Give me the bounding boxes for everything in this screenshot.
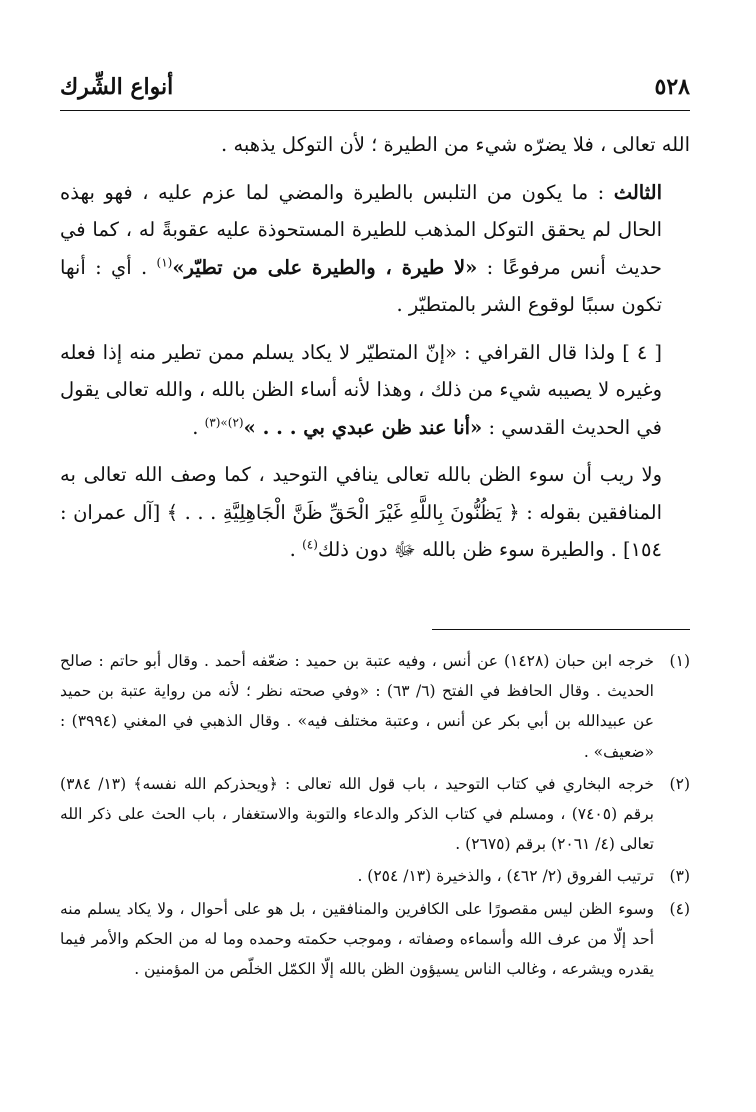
hadith-quote-anas: «لا طيرة ، والطيرة على من تطيّر» xyxy=(172,255,478,279)
footnote-number: (٣) xyxy=(669,867,690,886)
footnote-text: خرجه ابن حبان (١٤٢٨) عن أنس ، وفيه عتبة بن حميد : ضعّفه أحمد . وقال أبو حاتم : صالح الحديث . وقال الحافظ في الفتح (٦/ ٦٣) : «وفي صحته نظر ؛ لأنه من رواية عتبة بن حميد عن عبيدالله بن أبي بكر عن أنس ، وعتبة مختلف فيه» . وقال الذهبي في المغني (٣٩٩٤) : «ضعيف» . xyxy=(60,652,654,761)
footnote-ref-2-3: (٢)»(٣) xyxy=(204,415,244,429)
footnote-text: وسوء الظن ليس مقصورًا على الكافرين والمنافقين ، بل هو على أحوال ، ولا يكاد يسلم منه أحد إلّا من عرف الله وأسماءه وصفاته ، وموجب حكمته وحمده وما له من الحكم والأمر فيما يقدره ويشرعه ، وغالب الناس يسيؤون الظن بالله إلّا الكمّل الخلّص من المؤمنين . xyxy=(60,899,654,979)
third-point-label: الثالث xyxy=(613,180,662,204)
page-number: ٥٢٨ xyxy=(654,74,690,100)
footnote-3 xyxy=(60,861,690,891)
paragraph-4-tail: . xyxy=(289,538,303,561)
paragraph-2-text: : ما يكون من التلبس بالطيرة والمضي لما عزم عليه ، فهو بهذه الحال لم يحقق التوكل المذهب للطيرة المستحوذة عليه عقوبةً له ، كما في حديث أنس مرفوعًا : xyxy=(60,180,662,279)
footnote-number: (٢) xyxy=(669,774,690,793)
footnote-number: (٤) xyxy=(669,899,690,918)
footnote-text: خرجه البخاري في كتاب التوحيد ، باب قول الله تعالى : ﴿ويحذركم الله نفسه﴾ (١٣/ ٣٨٤) برقم (٧٤٠٥) ، ومسلم في كتاب الذكر والدعاء والتوبة والاستغفار ، باب الحث على ذكر الله تعالى (٤/ ٢٠٦١) برقم (٢٦٧٥) . xyxy=(60,774,654,854)
hadith-quote-qudsi: «أنا عند ظن عبدي بي . . . » xyxy=(243,415,483,439)
footnote-text: ترتيب الفروق (٢/ ٤٦٢) ، والذخيرة (١٣/ ٢٥٤) . xyxy=(357,867,654,886)
running-title: أنواع الشِّرك xyxy=(60,74,174,100)
footnote-2 xyxy=(60,769,690,860)
paragraph-2 xyxy=(60,174,690,324)
main-text xyxy=(60,126,690,569)
paragraph-1 xyxy=(60,126,690,164)
footnote-1 xyxy=(60,646,690,767)
paragraph-1-text: الله تعالى ، فلا يضرّه شيء من الطيرة ؛ لأن التوكل يذهبه . xyxy=(221,133,690,156)
paragraph-3 xyxy=(60,334,690,447)
footnote-4 xyxy=(60,894,690,985)
footnote-divider xyxy=(432,629,690,630)
footnotes xyxy=(60,646,690,986)
paragraph-4-text: ولا ريب أن سوء الظن بالله تعالى ينافي التوحيد ، كما وصف الله تعالى به المنافقين بقوله : ﴿ يَظُنُّونَ بِاللَّهِ غَيْرَ الْحَقِّ ظَنَّ الْجَاهِلِيَّةِ . . . ﴾ [آل عمران : ١٥٤] . والطيرة سوء ظن بالله ﷻ دون ذلك xyxy=(60,463,662,561)
footnote-number: (١) xyxy=(669,652,690,670)
paragraph-3-tail: . xyxy=(192,415,205,439)
page-header xyxy=(60,70,690,111)
paragraph-3-text: [ ٤ ] ولذا قال القرافي : «إنّ المتطيّر لا يكاد يسلم ممن تطير منه إذا فعله وغيره لا يصيبه شيء من ذلك ، وهذا لأنه أساء الظن بالله ، والله تعالى يقول في الحديث القدسي : xyxy=(60,340,662,439)
paragraph-2-tail: . أي : أنها تكون سببًا لوقوع الشر بالمتطيّر . xyxy=(60,255,662,316)
paragraph-4 xyxy=(60,456,690,569)
footnote-ref-4: (٤) xyxy=(302,537,318,552)
footnote-ref-1: (١) xyxy=(156,255,173,269)
